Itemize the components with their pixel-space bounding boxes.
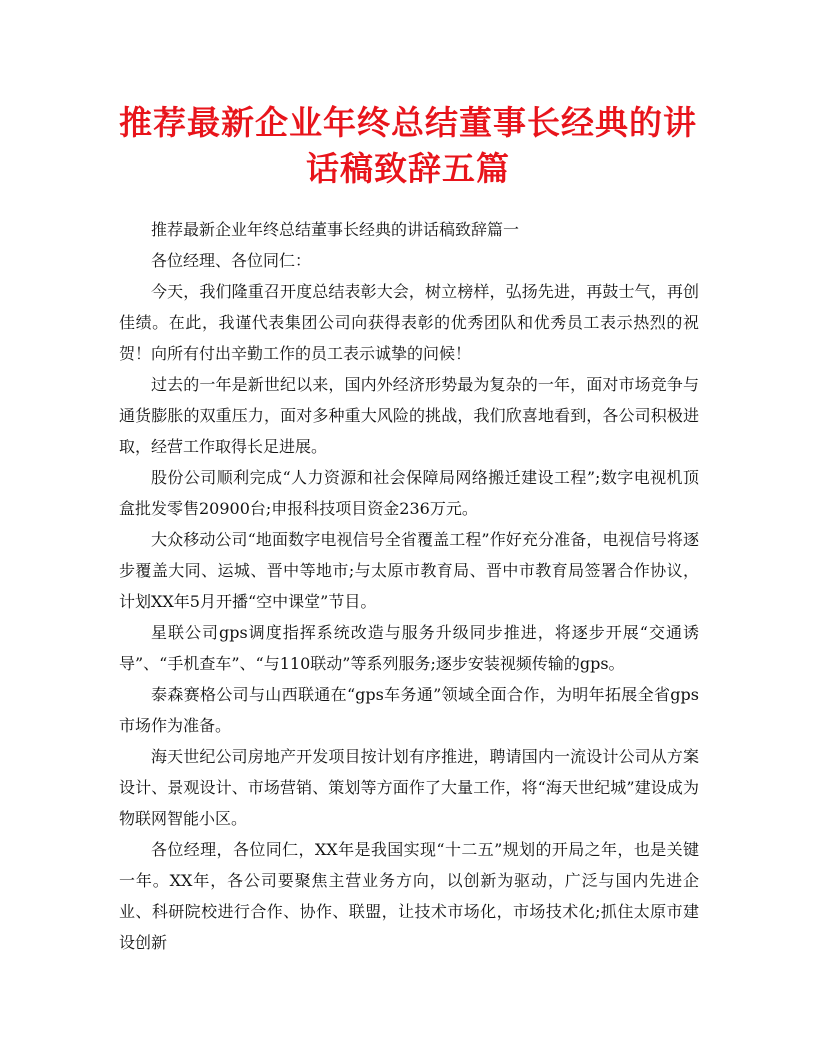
title-line-2: 话稿致辞五篇 <box>306 149 510 188</box>
paragraph-heading: 推荐最新企业年终总结董事长经典的讲话稿致辞篇一 <box>151 220 520 239</box>
paragraph: 今天，我们隆重召开度总结表彰大会，树立榜样，弘扬先进，再鼓士气，再创佳绩。在此，我谨代表集团公司向获得表彰的优秀团队和优秀员工表示热烈的祝贺！向所有付出辛勤工作的员工表示诚挚的问候！ <box>119 282 699 363</box>
paragraph: 泰森赛格公司与山西联通在“gps车务通”领域全面合作，为明年拓展全省gps市场作为准备。 <box>119 685 699 735</box>
document-title <box>96 100 720 192</box>
paragraph-salutation: 各位经理、各位同仁： <box>151 251 312 270</box>
document-body <box>119 214 699 958</box>
paragraph: 星联公司gps调度指挥系统改造与服务升级同步推进，将逐步开展“交通诱导”、“手机查车”、“与110联动”等系列服务;逐步安装视频传输的gps。 <box>119 623 699 673</box>
paragraph: 大众移动公司“地面数字电视信号全省覆盖工程”作好充分准备，电视信号将逐步覆盖大同、运城、晋中等地市;与太原市教育局、晋中市教育局签署合作协议，计划XX年5月开播“空中课堂”节目。 <box>119 530 699 611</box>
paragraph: 各位经理，各位同仁，XX年是我国实现“十二五”规划的开局之年，也是关键一年。XX年，各公司要聚焦主营业务方向，以创新为驱动，广泛与国内先进企业、科研院校进行合作、协作、联盟，让技术市场化，市场技术化;抓住太原市建设创新 <box>119 840 699 952</box>
title-line-1: 推荐最新企业年终总结董事长经典的讲 <box>119 103 697 142</box>
paragraph: 过去的一年是新世纪以来，国内外经济形势最为复杂的一年，面对市场竞争与通货膨胀的双重压力，面对多种重大风险的挑战，我们欣喜地看到，各公司积极进取，经营工作取得长足进展。 <box>119 375 699 456</box>
paragraph: 股份公司顺利完成“人力资源和社会保障局网络搬迁建设工程”;数字电视机顶盒批发零售20900台;申报科技项目资金236万元。 <box>119 468 699 518</box>
paragraph: 海天世纪公司房地产开发项目按计划有序推进，聘请国内一流设计公司从方案设计、景观设计、市场营销、策划等方面作了大量工作，将“海天世纪城”建设成为物联网智能小区。 <box>119 747 699 828</box>
